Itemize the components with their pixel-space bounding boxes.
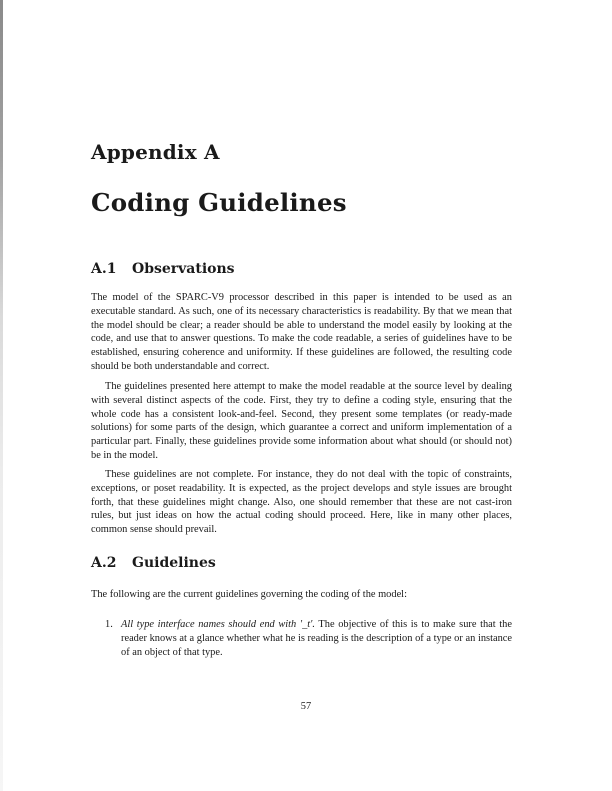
section-number: A.2 (91, 555, 117, 571)
section-number: A.1 (91, 261, 117, 277)
list-item (105, 618, 512, 659)
paragraph: These guidelines are not complete. For instance, they do not deal with the topic of constraints, exceptions, or poset readability. It is expected, as the project develops and style issues are brought forth, that these guidelines might change. Also, one should remember that these are not cast-iron rules, but just ideas on how the actual coding should proceed. Here, like in many other places, common sense should prevail. (91, 469, 512, 536)
section-title: Observations (132, 261, 235, 277)
guidelines-intro: The following are the current guidelines governing the coding of the model: (91, 589, 407, 600)
list-marker: 1. (105, 619, 113, 630)
list-item-emphasis: All type interface names should end with '_t'. (121, 619, 315, 630)
section-heading-observations (91, 261, 235, 277)
scan-edge (0, 0, 3, 791)
list-item-text: The objective of this is to make sure that the reader knows at a glance whether what he is reading is the description of a type or an instance of an object of that type. (121, 619, 512, 658)
appendix-label: Appendix A (91, 140, 220, 164)
section-heading-guidelines (91, 555, 216, 571)
paragraph: The guidelines presented here attempt to make the model readable at the source level by dealing with several distinct aspects of the code. First, they try to define a coding style, ensuring that the whole code has a consistent look-and-feel. Second, they present some templates (or ready-made solutions) for some parts of the design, which guarantee a correct and uniform implementation of a particular part. Finally, these guidelines provide some information about what should (or should not) be in the model. (91, 381, 512, 461)
list-item-body (121, 618, 512, 659)
chapter-title: Coding Guidelines (91, 188, 347, 217)
page-number: 57 (300, 701, 312, 712)
paragraph: The model of the SPARC-V9 processor described in this paper is intended to be used as an executable standard. As such, one of its necessary characteristics is readability. By that we mean that the model should be clear; a reader should be able to understand the model easily by looking at the code, and use that to answer questions. To make the code readable, a series of guidelines have to be established, ensuring coherence and uniformity. If these guidelines are followed, the resulting code should be both understandable and correct. (91, 292, 512, 372)
section-title: Guidelines (132, 555, 216, 571)
